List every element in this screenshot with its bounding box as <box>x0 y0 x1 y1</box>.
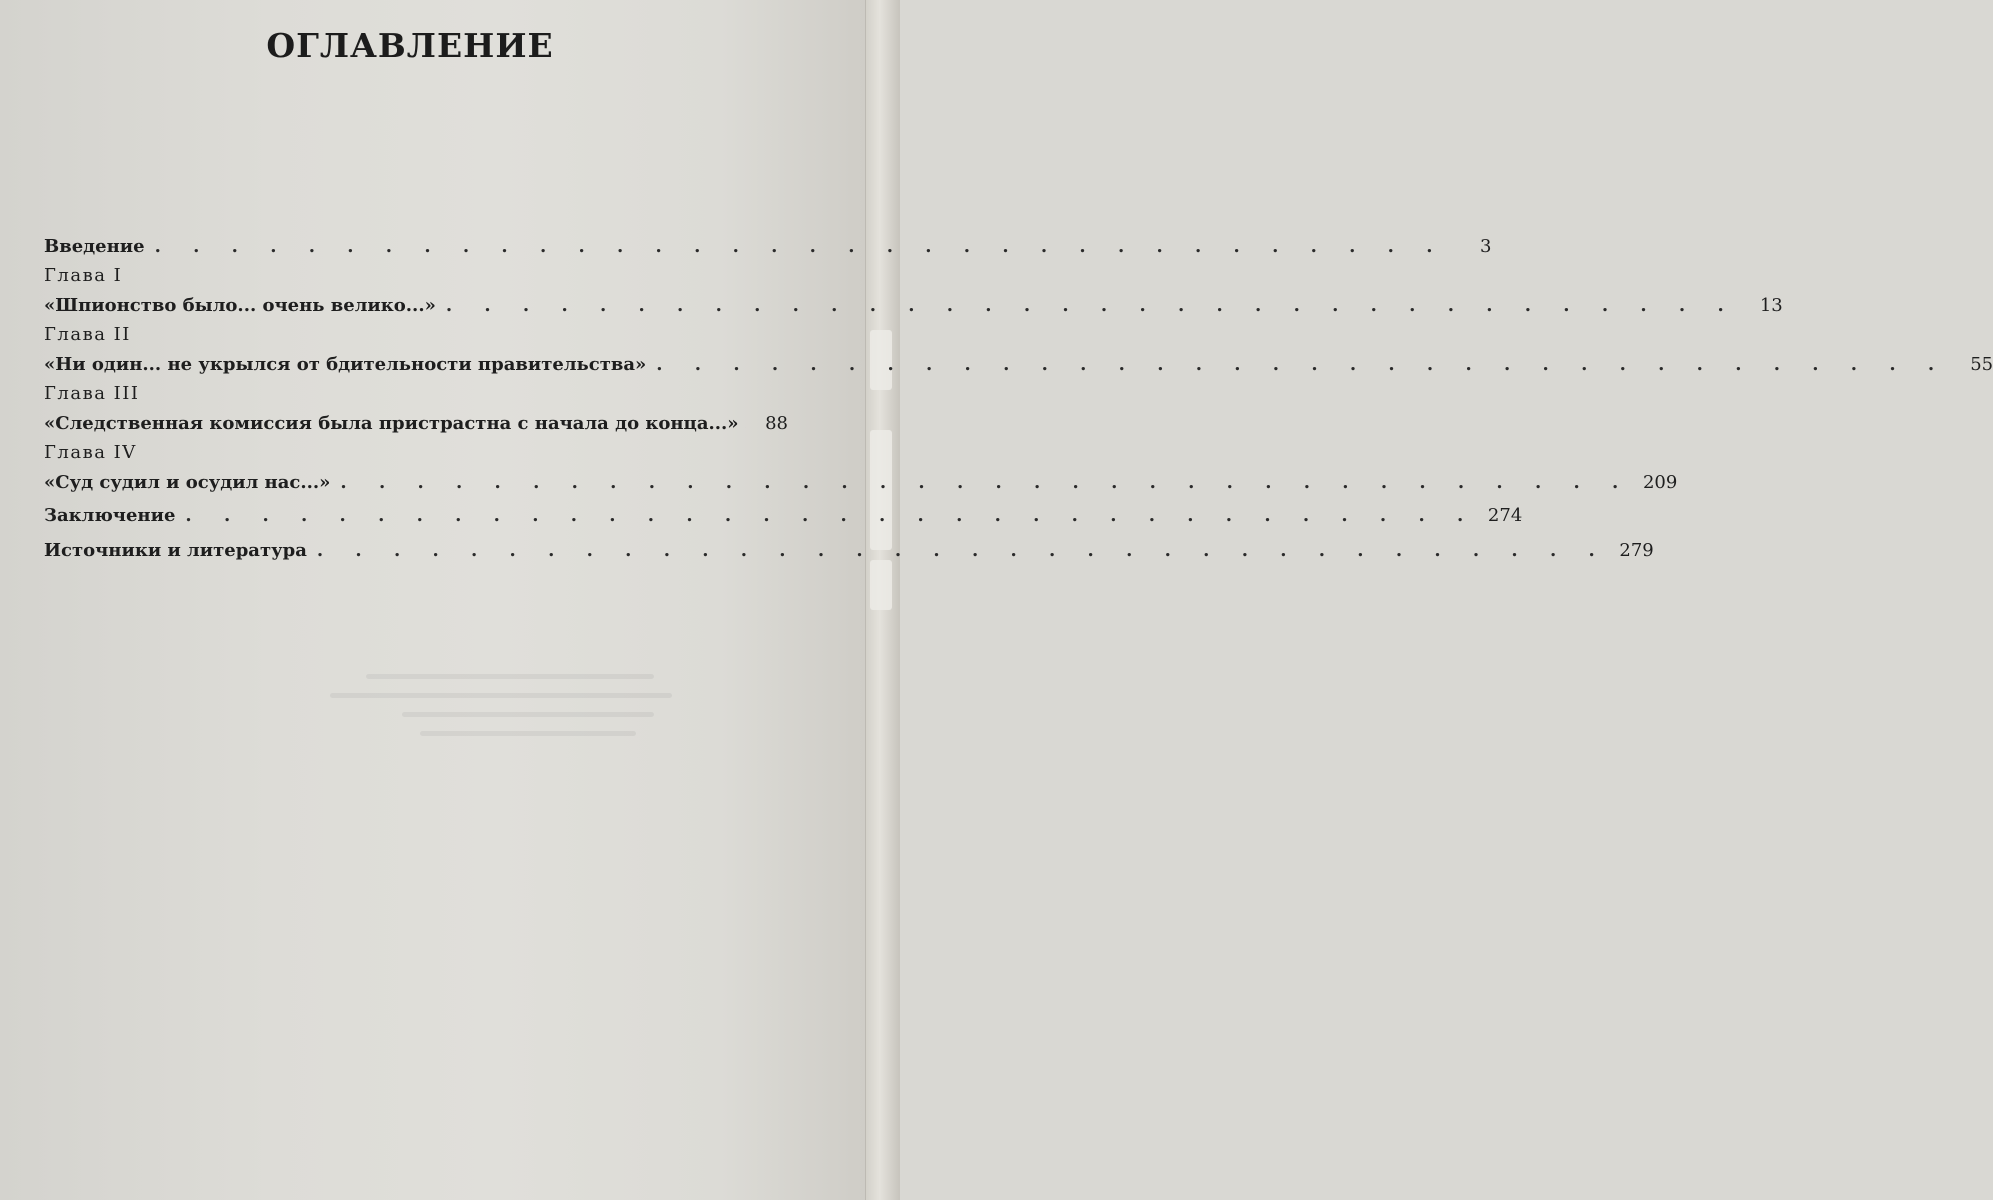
toc-entry-label: Введение <box>44 236 145 257</box>
toc-chapter-label: Глава III <box>44 383 140 404</box>
toc-page-number: 209 <box>1642 472 1678 493</box>
toc-entry-label: Заключение <box>44 505 176 526</box>
dot-leader: . . . . . . . . . . . . . . . . . . . . . . . . . . . . . . . . . . <box>656 354 1948 375</box>
toc-entry-chapter-1 <box>44 295 1783 324</box>
toc-chapter-heading <box>44 383 788 413</box>
table-of-contents <box>44 236 1993 569</box>
show-through-text <box>330 660 690 800</box>
page-edge <box>865 0 900 1200</box>
dot-leader: . . . . . . . . . . . . . . . . . . . . . . . . . . . . . . . . . . <box>340 472 1632 493</box>
dot-leader <box>745 413 746 434</box>
toc-page-number: 13 <box>1759 295 1783 316</box>
dot-leader: . . . . . . . . . . . . . . . . . . . . . . . . . . . . . . . . . . <box>316 540 1608 561</box>
toc-page-number: 279 <box>1619 540 1654 561</box>
dot-leader: . . . . . . . . . . . . . . . . . . . . . . . . . . . . . . . . . . <box>154 236 1446 257</box>
toc-entry-sources <box>44 540 1654 569</box>
toc-chapter-label: Глава I <box>44 265 123 286</box>
toc-chapter-heading <box>44 324 788 354</box>
toc-entry-chapter-2 <box>44 354 1993 383</box>
toc-entry-label: «Ни один... не укрылся от бдительности правительства» <box>44 354 647 375</box>
toc-entry-introduction <box>44 236 1492 265</box>
toc-entry-label: Источники и литература <box>44 540 307 561</box>
page-edge-tear <box>870 560 892 610</box>
toc-page-number: 3 <box>1480 236 1492 257</box>
toc-entry-label: «Шпионство было... очень велико...» <box>44 295 436 316</box>
dot-leader: . . . . . . . . . . . . . . . . . . . . . . . . . . . . . . . . . . <box>445 295 1737 316</box>
toc-chapter-label: Глава II <box>44 324 131 345</box>
toc-chapter-heading <box>44 442 788 472</box>
page-title: ОГЛАВЛЕНИЕ <box>266 26 554 65</box>
toc-entry-conclusion <box>44 505 1523 534</box>
toc-entry-chapter-3 <box>44 413 788 442</box>
toc-chapter-heading <box>44 265 788 295</box>
dot-leader: . . . . . . . . . . . . . . . . . . . . . . . . . . . . . . . . . . <box>185 505 1477 526</box>
toc-page-number: 55 <box>1970 354 1993 375</box>
toc-entry-label: «Следственная комиссия была пристрастна с начала до конца...» <box>44 413 739 434</box>
toc-page-number: 274 <box>1487 505 1523 526</box>
toc-chapter-label: Глава IV <box>44 442 137 463</box>
toc-page-number: 88 <box>765 413 788 434</box>
toc-entry-chapter-4 <box>44 472 1678 501</box>
toc-entry-label: «Суд судил и осудил нас...» <box>44 472 331 493</box>
